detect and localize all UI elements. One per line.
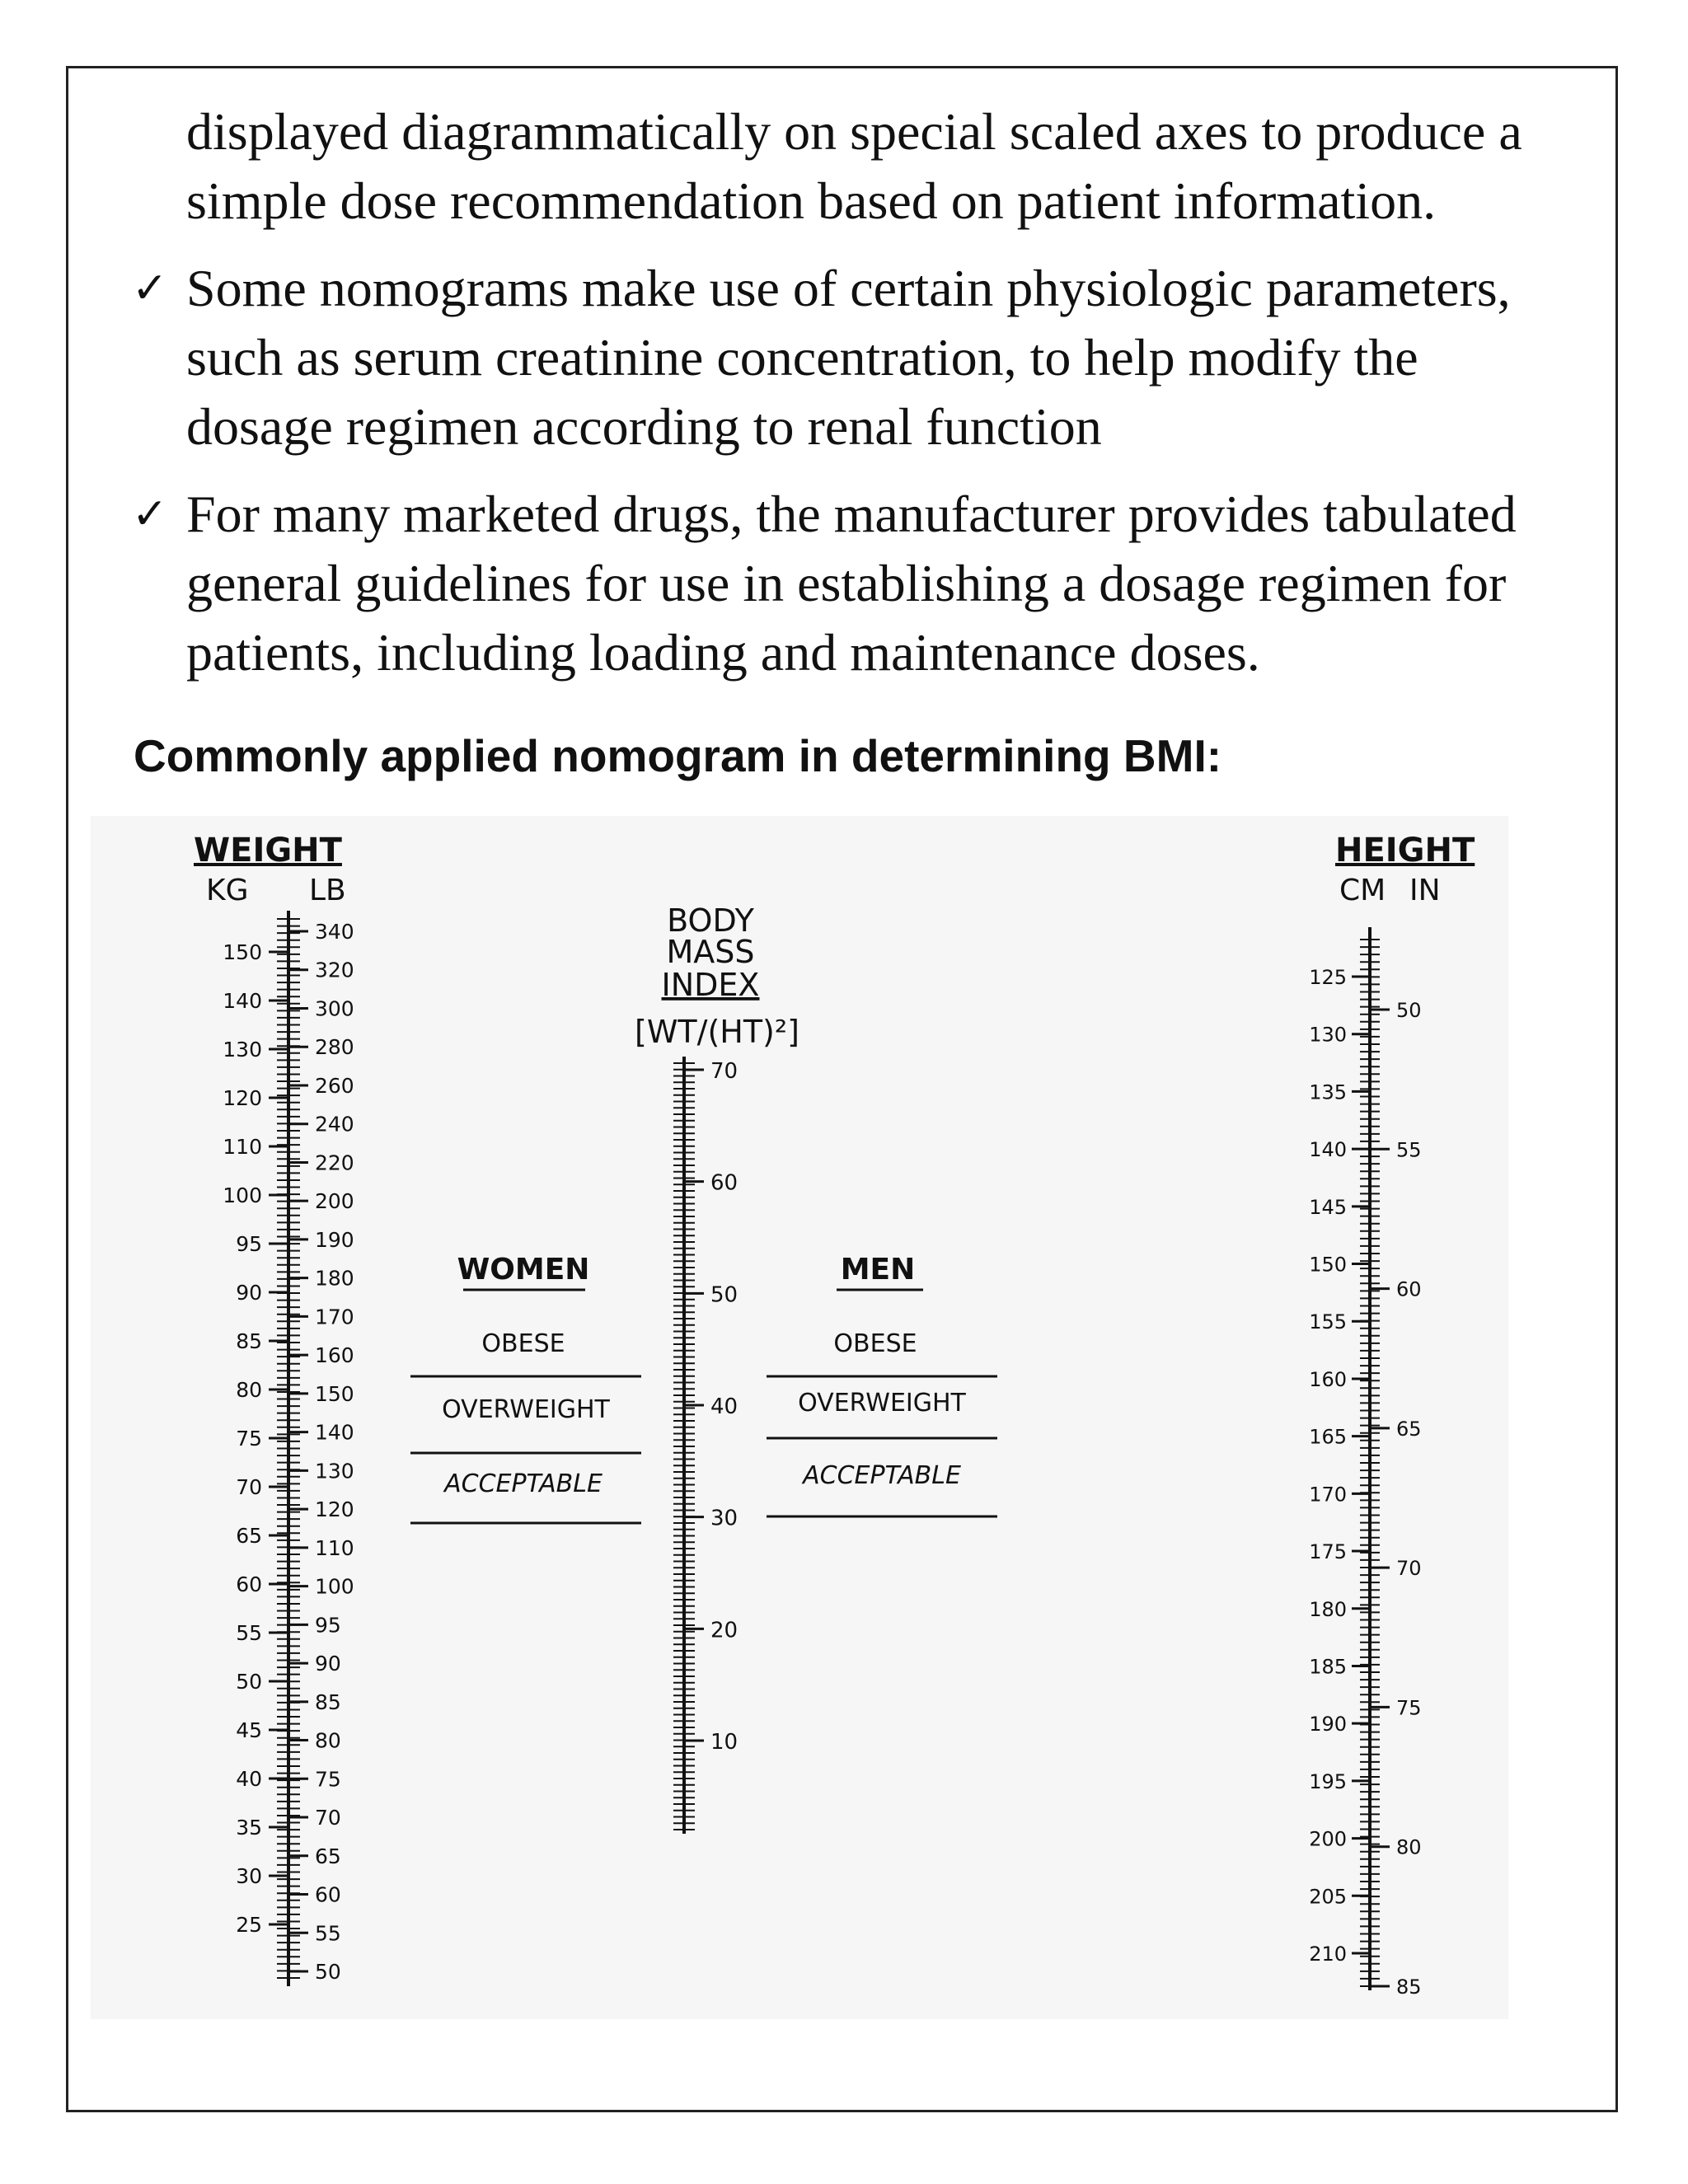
bmi-nomogram-figure: [91, 816, 1508, 2019]
height-cm-label: 130: [1309, 1023, 1347, 1047]
weight-kg-label: 110: [223, 1135, 262, 1159]
men-title: MEN: [840, 1253, 916, 1286]
height-cm-label: 140: [1309, 1138, 1347, 1162]
bmi-label: 60: [710, 1170, 738, 1196]
weight-kg-label: 90: [236, 1281, 262, 1305]
weight-kg-label: 55: [236, 1621, 262, 1645]
weight-lb-label: 340: [315, 920, 354, 944]
weight-kg-label: 45: [236, 1718, 262, 1742]
weight-lb-label: 320: [315, 958, 354, 982]
bmi-title-line1: BODY: [667, 902, 754, 939]
weight-lb-label: 50: [315, 1960, 341, 1984]
weight-kg-label: 140: [223, 989, 262, 1013]
weight-title: WEIGHT: [194, 832, 342, 869]
weight-lb-label: 100: [315, 1574, 354, 1599]
height-in-label: 70: [1396, 1557, 1422, 1581]
weight-kg-label: 120: [223, 1086, 262, 1110]
height-cm-label: 170: [1309, 1483, 1347, 1507]
height-cm-label: 145: [1309, 1195, 1347, 1219]
height-cm-label: 205: [1309, 1885, 1347, 1909]
women-title: WOMEN: [457, 1253, 590, 1286]
weight-lb-label: 220: [315, 1151, 354, 1175]
weight-lb-label: 150: [315, 1381, 354, 1406]
weight-kg-label: 30: [236, 1864, 262, 1888]
weight-lb-label: 180: [315, 1266, 354, 1291]
height-cm-label: 195: [1309, 1769, 1347, 1793]
bullet-manufacturer-guidelines: [132, 480, 1582, 687]
bullet-line: For many marketed drugs, the manufacturer provides tabulated: [186, 485, 1517, 543]
intro-line-1: displayed diagrammatically on special scaled axes to produce a: [186, 102, 1522, 161]
weight-kg-label: 130: [223, 1038, 262, 1062]
intro-line-2: simple dose recommendation based on patient information.: [186, 171, 1437, 230]
height-cm-label: 200: [1309, 1827, 1347, 1851]
weight-lb-label: 130: [315, 1459, 354, 1483]
bmi-nomogram: [91, 816, 1508, 2019]
checkmark-icon: ✓: [132, 264, 168, 313]
height-cm-label: 155: [1309, 1310, 1347, 1334]
weight-lb-label: 85: [315, 1690, 341, 1714]
height-cm-label: 160: [1309, 1367, 1347, 1391]
height-in-label: 85: [1396, 1975, 1422, 1999]
height-in-label: 75: [1396, 1696, 1422, 1720]
weight-kg-unit: KG: [206, 874, 249, 907]
weight-kg-label: 85: [236, 1329, 262, 1353]
height-in-label: 65: [1396, 1417, 1422, 1441]
weight-lb-label: 170: [315, 1305, 354, 1329]
height-in-label: 55: [1396, 1138, 1422, 1162]
weight-lb-label: 280: [315, 1035, 354, 1060]
weight-lb-label: 110: [315, 1535, 354, 1560]
height-in-label: 60: [1396, 1277, 1422, 1301]
bmi-label: 50: [710, 1282, 738, 1308]
weight-kg-label: 35: [236, 1816, 262, 1840]
bmi-label: 30: [710, 1506, 738, 1531]
section-heading: Commonly applied nomogram in determining BMI:: [134, 730, 1222, 781]
bmi-label: 20: [710, 1618, 738, 1643]
weight-lb-label: 80: [315, 1728, 341, 1753]
women-obese: OBESE: [481, 1329, 565, 1358]
height-cm-label: 175: [1309, 1540, 1347, 1564]
bmi-label: 40: [710, 1394, 738, 1419]
women-acceptable: ACCEPTABLE: [444, 1469, 603, 1498]
bmi-label: 10: [710, 1730, 738, 1755]
weight-lb-label: 300: [315, 996, 354, 1021]
weight-lb-label: 260: [315, 1073, 354, 1098]
bmi-title-line3: INDEX: [661, 967, 760, 1003]
weight-kg-label: 150: [223, 940, 262, 964]
height-cm-label: 185: [1309, 1655, 1347, 1679]
weight-lb-label: 190: [315, 1227, 354, 1252]
height-cm-label: 150: [1309, 1253, 1347, 1277]
men-obese: OBESE: [833, 1329, 917, 1358]
weight-lb-label: 70: [315, 1806, 341, 1830]
height-cm-label: 165: [1309, 1425, 1347, 1449]
weight-kg-label: 95: [236, 1232, 262, 1256]
weight-kg-label: 60: [236, 1572, 262, 1596]
height-cm-label: 180: [1309, 1597, 1347, 1621]
weight-kg-label: 100: [223, 1183, 262, 1207]
weight-kg-label: 40: [236, 1767, 262, 1791]
bullet-line: dosage regimen according to renal function: [186, 397, 1102, 456]
bullet-text: [186, 254, 1511, 462]
body-text: [132, 97, 1582, 687]
weight-kg-label: 50: [236, 1670, 262, 1694]
weight-lb-label: 120: [315, 1497, 354, 1522]
bmi-formula: [WT/(HT)²]: [635, 1014, 799, 1050]
weight-kg-label: 70: [236, 1475, 262, 1499]
men-acceptable: ACCEPTABLE: [803, 1461, 961, 1490]
height-in-label: 50: [1396, 999, 1422, 1022]
bullet-line: general guidelines for use in establishing a dosage regimen for: [186, 554, 1507, 612]
bullet-text: [186, 480, 1517, 687]
height-cm-label: 125: [1309, 966, 1347, 989]
weight-lb-label: 95: [315, 1613, 341, 1638]
men-overweight: OVERWEIGHT: [798, 1389, 966, 1418]
height-cm-label: 210: [1309, 1943, 1347, 1966]
weight-kg-label: 25: [236, 1913, 262, 1937]
weight-lb-label: 60: [315, 1882, 341, 1907]
bullet-line: patients, including loading and maintenance doses.: [186, 623, 1260, 682]
height-cm-label: 190: [1309, 1713, 1347, 1736]
weight-lb-label: 90: [315, 1652, 341, 1676]
weight-lb-label: 140: [315, 1420, 354, 1445]
height-cm-unit: CM: [1339, 874, 1386, 907]
weight-lb-label: 75: [315, 1767, 341, 1792]
height-title: HEIGHT: [1335, 832, 1475, 869]
weight-lb-label: 240: [315, 1112, 354, 1137]
height-in-label: 80: [1396, 1835, 1422, 1859]
weight-lb-label: 65: [315, 1844, 341, 1868]
bullet-nomograms-parameters: [132, 254, 1582, 462]
bmi-title-line2: MASS: [666, 934, 755, 970]
weight-kg-label: 80: [236, 1378, 262, 1402]
women-overweight: OVERWEIGHT: [442, 1395, 610, 1424]
weight-kg-label: 75: [236, 1427, 262, 1451]
weight-lb-label: 160: [315, 1343, 354, 1368]
height-cm-label: 135: [1309, 1080, 1347, 1104]
weight-lb-unit: LB: [309, 874, 346, 907]
checkmark-icon: ✓: [132, 490, 168, 539]
bullet-line: such as serum creatinine concentration, to help modify the: [186, 328, 1418, 387]
bullet-line: Some nomograms make use of certain physiologic parameters,: [186, 259, 1511, 317]
bmi-label: 70: [710, 1059, 738, 1084]
height-in-unit: IN: [1409, 874, 1441, 907]
weight-kg-label: 65: [236, 1524, 262, 1548]
weight-lb-label: 55: [315, 1921, 341, 1946]
weight-lb-label: 200: [315, 1189, 354, 1214]
